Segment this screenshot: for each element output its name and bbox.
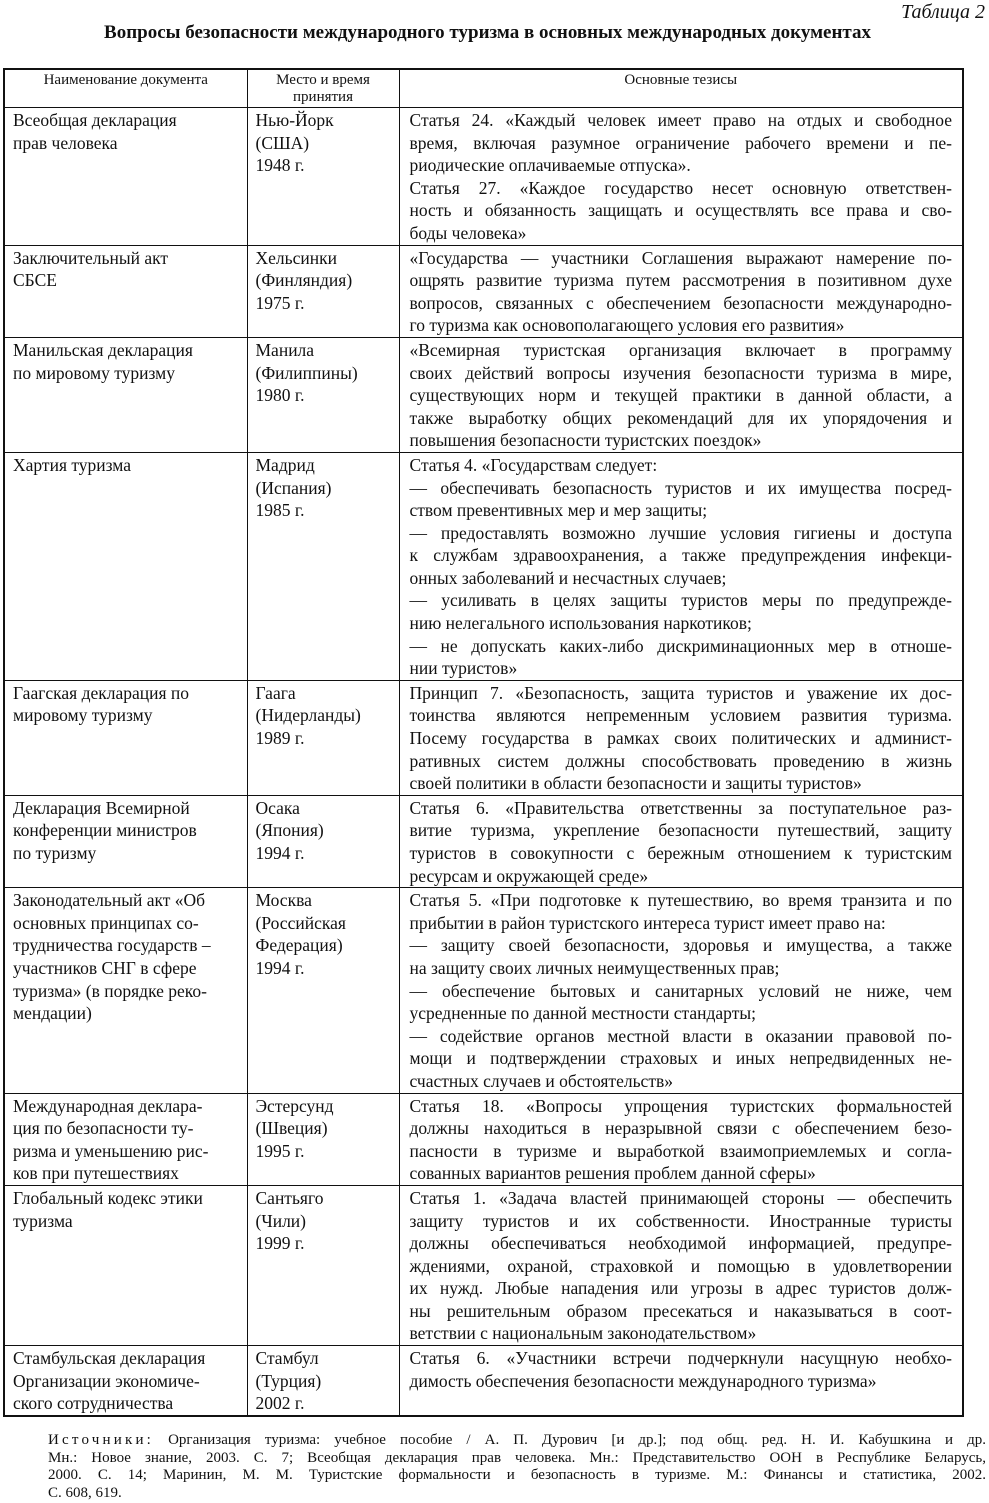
- place-date-line: (США): [255, 132, 310, 153]
- document-name-line: мировому туризму: [13, 705, 153, 726]
- source-note: [48, 1432, 986, 1502]
- document-name-line: Международная деклара-: [13, 1095, 203, 1116]
- place-date-line: (Нидерланды): [255, 705, 361, 726]
- document-name-cell: [4, 888, 247, 1093]
- place-date-line: Сантьяго: [255, 1187, 324, 1208]
- place-date-line: Осака: [255, 797, 300, 818]
- place-date-line: 1994 г.: [255, 843, 305, 863]
- place-date-line: (Турция): [255, 1370, 322, 1391]
- thesis-line: время, включая разумное ограничение рабочего времени и пе-: [409, 132, 952, 153]
- thesis-line: — обеспечение бытовых и санитарных условий не ниже, чем: [409, 980, 952, 1001]
- main-theses-cell: [399, 108, 963, 246]
- place-date-line: Манила: [255, 339, 315, 360]
- table-row: [4, 680, 963, 795]
- table-row: [4, 1093, 963, 1185]
- thesis-line: «Государства — участники Соглашения выражают намерение по-: [409, 247, 952, 268]
- document-name-line: трудничества государств –: [13, 935, 211, 956]
- place-date-line: Стамбул: [255, 1348, 319, 1369]
- place-date-line: Москва: [255, 890, 312, 911]
- main-theses-cell: [399, 680, 963, 795]
- thesis-line: Статья 4. «Государствам следует:: [409, 454, 658, 475]
- thesis-line: усредненные по данной местности стандарты;: [409, 1003, 756, 1024]
- thesis-line: «Всемирная туристская организация включает в программу: [409, 339, 952, 360]
- thesis-line: существующих норм и текущей практики в данной области, а: [409, 385, 952, 406]
- document-name-line: Законодательный акт «Об: [13, 890, 206, 911]
- table-row: [4, 1185, 963, 1345]
- document-name-cell: [4, 245, 247, 337]
- place-date-cell: [247, 888, 399, 1093]
- thesis-line: туристов в совокупности с бережным отношением к туристским: [409, 843, 952, 863]
- thesis-line: Статья 6. «Участники встречи подчеркнули насущную необхо-: [409, 1348, 952, 1369]
- document-name-cell: [4, 1093, 247, 1185]
- thesis-line: должны находиться в неразрывной связи с обеспечением безо-: [409, 1118, 952, 1139]
- thesis-line: своей политики в области безопасности и защиты туристов»: [409, 773, 862, 794]
- main-theses-cell: [399, 888, 963, 1093]
- document-name-line: ризма и уменьшению рис-: [13, 1140, 209, 1161]
- header-main-theses: Основные тезисы: [399, 69, 963, 108]
- thesis-line: повышения безопасности туристских поездок»: [409, 430, 762, 451]
- place-date-line: (Финляндия): [255, 270, 353, 291]
- document-name-cell: [4, 337, 247, 452]
- thesis-line: нии туристов»: [409, 658, 518, 679]
- thesis-line: — не допускать каких-либо дискриминационных мер в отноше-: [409, 635, 952, 656]
- thesis-line: ресурсам и окружающей среде»: [409, 865, 649, 886]
- document-name-line: Гаагская декларация по: [13, 682, 190, 703]
- thesis-line: должны обеспечиваться необходимой информацией, предупре-: [409, 1233, 952, 1254]
- thesis-line: димость обеспечения безопасности международного туризма»: [409, 1370, 877, 1391]
- source-text: Организация туризма: учебное пособие / А. П. Дурович [и др.]; под общ. ред. Н. И. Кабушкина и др.: [154, 1432, 986, 1448]
- table-body: [4, 108, 963, 1416]
- document-name-line: Манильская декларация: [13, 339, 193, 360]
- document-name-line: Глобальный кодекс этики: [13, 1187, 203, 1208]
- thesis-line: к службам здравоохранения, а также предупреждения инфекци-: [409, 545, 952, 566]
- security-documents-table: [3, 68, 964, 1417]
- document-name-line: основных принципах со-: [13, 912, 199, 933]
- document-name-cell: [4, 1185, 247, 1345]
- header-place-and-date: Место и время принятия: [247, 69, 399, 108]
- table-row: [4, 795, 963, 887]
- place-date-cell: [247, 452, 399, 680]
- document-name-line: конференции министров: [13, 820, 197, 841]
- main-theses-cell: [399, 1093, 963, 1185]
- thesis-line: Посему государства в рамках своих политических и админист-: [409, 728, 952, 749]
- table-row: [4, 1346, 963, 1416]
- thesis-line: Статья 1. «Задача властей принимающей стороны — обеспечить: [409, 1187, 952, 1208]
- thesis-line: нию нелегального использования наркотиков;: [409, 613, 752, 634]
- place-date-cell: [247, 680, 399, 795]
- thesis-line: — защиту своей безопасности, здоровья и имущества, а также: [409, 935, 952, 956]
- document-name-line: ков при путешествиях: [13, 1163, 179, 1184]
- document-name-cell: [4, 108, 247, 246]
- place-date-line: (Филиппины): [255, 362, 358, 383]
- place-date-line: 1989 г.: [255, 728, 305, 749]
- main-theses-cell: [399, 1185, 963, 1345]
- thesis-line: Статья 6. «Правительства ответственны за поступательное раз-: [409, 797, 952, 818]
- thesis-line: их нужд. Любые нападения или угрозы в адрес туристов долж-: [409, 1278, 952, 1299]
- thesis-line: го туризма как основополагающего условия его развития»: [409, 315, 845, 336]
- document-name-cell: [4, 795, 247, 887]
- document-name-cell: [4, 452, 247, 680]
- thesis-line: Статья 24. «Каждый человек имеет право на отдых и свободное: [409, 110, 952, 130]
- thesis-line: тоинства являются непременным условием развития туризма.: [409, 705, 952, 726]
- thesis-line: — содействие органов местной власти в оказании правовой по-: [409, 1025, 952, 1046]
- thesis-line: сованных вариантов решения проблем данной сферы»: [409, 1163, 816, 1184]
- thesis-line: — обеспечивать безопасность туристов и их имущества посред-: [409, 477, 952, 498]
- thesis-line: ждениями, охраной, страховкой и помощью в удовлетворении: [409, 1255, 952, 1276]
- place-date-line: 1975 г.: [255, 292, 305, 313]
- source-line: [48, 1432, 986, 1450]
- document-title: Вопросы безопасности международного туризма в основных международных документах: [104, 22, 871, 43]
- source-line: С. 608, 619.: [48, 1484, 122, 1501]
- place-date-line: (Российская: [255, 912, 346, 933]
- document-name-cell: [4, 1346, 247, 1416]
- place-date-line: (Швеция): [255, 1118, 328, 1139]
- thesis-line: пасности в туризме и выработкой взаимоприемлемых и согла-: [409, 1140, 952, 1161]
- document-name-line: Заключительный акт: [13, 247, 169, 268]
- main-theses-cell: [399, 1346, 963, 1416]
- table-label: Таблица 2: [901, 1, 985, 23]
- table-row: [4, 337, 963, 452]
- place-date-line: 1980 г.: [255, 385, 305, 406]
- place-date-line: Хельсинки: [255, 247, 337, 268]
- place-date-line: 1948 г.: [255, 155, 305, 176]
- main-theses-cell: [399, 452, 963, 680]
- thesis-line: Принцип 7. «Безопасность, защита туристов и уважение их дос-: [409, 682, 952, 703]
- thesis-line: ощрять развитие туризма путем рассмотрения в позитивном духе: [409, 270, 952, 291]
- thesis-line: мощи и подтверждении страховых и иных непредвиденных не-: [409, 1048, 952, 1069]
- place-date-line: Федерация): [255, 935, 343, 956]
- document-name-line: Стамбульская декларация: [13, 1348, 206, 1369]
- table-row: [4, 245, 963, 337]
- document-name-line: Организации экономиче-: [13, 1370, 200, 1391]
- place-date-line: 2002 г.: [255, 1393, 305, 1414]
- document-name-line: по туризму: [13, 843, 97, 863]
- thesis-line: своих действий вопросы изучения безопасности туризма в мире,: [409, 362, 952, 383]
- thesis-line: витие туризма, укрепление безопасности путешествий, защиту: [409, 820, 952, 841]
- document-name-line: Всеобщая декларация: [13, 110, 177, 130]
- document-name-line: Хартия туризма: [13, 454, 132, 475]
- place-date-cell: [247, 1346, 399, 1416]
- header-document-name: Наименование документа: [4, 69, 247, 108]
- thesis-line: боды человека»: [409, 222, 527, 243]
- document-name-line: по мировому туризму: [13, 362, 175, 383]
- thesis-line: ративных систем должны способствовать проведению в жизнь: [409, 750, 952, 771]
- main-theses-cell: [399, 245, 963, 337]
- place-date-cell: [247, 1093, 399, 1185]
- place-date-cell: [247, 795, 399, 887]
- place-date-line: 1994 г.: [255, 957, 305, 978]
- place-date-line: 1985 г.: [255, 500, 305, 521]
- main-theses-cell: [399, 795, 963, 887]
- thesis-line: Статья 27. «Каждое государство несет основную ответствен-: [409, 177, 952, 198]
- thesis-line: прибытии в район туристского интереса турист имеет право на:: [409, 912, 886, 933]
- thesis-line: счастных случаев и обстоятельств»: [409, 1070, 673, 1091]
- document-name-line: ция по безопасности ту-: [13, 1118, 194, 1139]
- document-name-line: прав человека: [13, 132, 118, 153]
- document-name-line: участников СНГ в сфере: [13, 957, 197, 978]
- place-date-line: Нью-Йорк: [255, 110, 334, 130]
- source-line: 2000. С. 14; Маринин, М. М. Туристские формальности и безопасность в туризме. М.: Финансы и статистика, 2002.: [48, 1467, 986, 1483]
- thesis-line: Статья 18. «Вопросы упрощения туристских формальностей: [409, 1095, 952, 1116]
- document-name-line: туризма: [13, 1210, 73, 1231]
- thesis-line: ветствии с национальным законодательством»: [409, 1323, 757, 1344]
- table-row: [4, 108, 963, 246]
- thesis-line: — предоставлять возможно лучшие условия гигиены и доступа: [409, 522, 952, 543]
- place-date-cell: [247, 337, 399, 452]
- place-date-line: 1999 г.: [255, 1233, 305, 1254]
- place-date-cell: [247, 245, 399, 337]
- thesis-line: защиту туристов и их собственности. Иностранные туристы: [409, 1210, 952, 1231]
- thesis-line: онных заболеваний и несчастных случаев;: [409, 567, 727, 588]
- place-date-line: (Чили): [255, 1210, 306, 1231]
- place-date-line: 1995 г.: [255, 1140, 305, 1161]
- table-row: [4, 888, 963, 1093]
- place-date-cell: [247, 108, 399, 246]
- table-header-row: [4, 69, 963, 108]
- document-name-line: мендации): [13, 1003, 92, 1024]
- place-date-line: (Япония): [255, 820, 324, 841]
- source-lines: [48, 1432, 986, 1502]
- document-name-line: туризма» (в порядке реко-: [13, 980, 207, 1001]
- thesis-line: ны решительным образом пресекаться и наказываться в соот-: [409, 1300, 952, 1321]
- place-date-cell: [247, 1185, 399, 1345]
- thesis-line: Статья 5. «При подготовке к путешествию, во время транзита и по: [409, 890, 952, 911]
- thesis-line: риодические оплачиваемые отпуска».: [409, 155, 691, 176]
- thesis-line: на защиту своих личных неимущественных прав;: [409, 957, 780, 978]
- document-name-line: СБСЕ: [13, 270, 57, 291]
- document-name-line: ского сотрудничества: [13, 1393, 174, 1414]
- thesis-line: — усиливать в целях защиты туристов меры по предупрежде-: [409, 590, 952, 611]
- place-date-line: (Испания): [255, 477, 332, 498]
- source-line: Мн.: Новое знание, 2003. С. 7; Всеобщая декларация прав человека. Мн.: Представительство ООН в Республике Беларусь,: [48, 1449, 986, 1466]
- place-date-line: Мадрид: [255, 454, 315, 475]
- thesis-line: ством превентивных мер и мер защиты;: [409, 500, 708, 521]
- table-row: [4, 452, 963, 680]
- place-date-line: Гаага: [255, 682, 296, 703]
- place-date-line: Эстерсунд: [255, 1095, 334, 1116]
- document-name-line: Декларация Всемирной: [13, 797, 190, 818]
- document-name-cell: [4, 680, 247, 795]
- thesis-line: также выработку общих рекомендаций для их упорядочения и: [409, 407, 952, 428]
- thesis-line: вопросов, связанных с обеспечением безопасности международно-: [409, 292, 952, 313]
- main-theses-cell: [399, 337, 963, 452]
- source-label: Источники:: [48, 1432, 155, 1448]
- thesis-line: ность и обязанность защищать и осуществлять все права и сво-: [409, 200, 952, 221]
